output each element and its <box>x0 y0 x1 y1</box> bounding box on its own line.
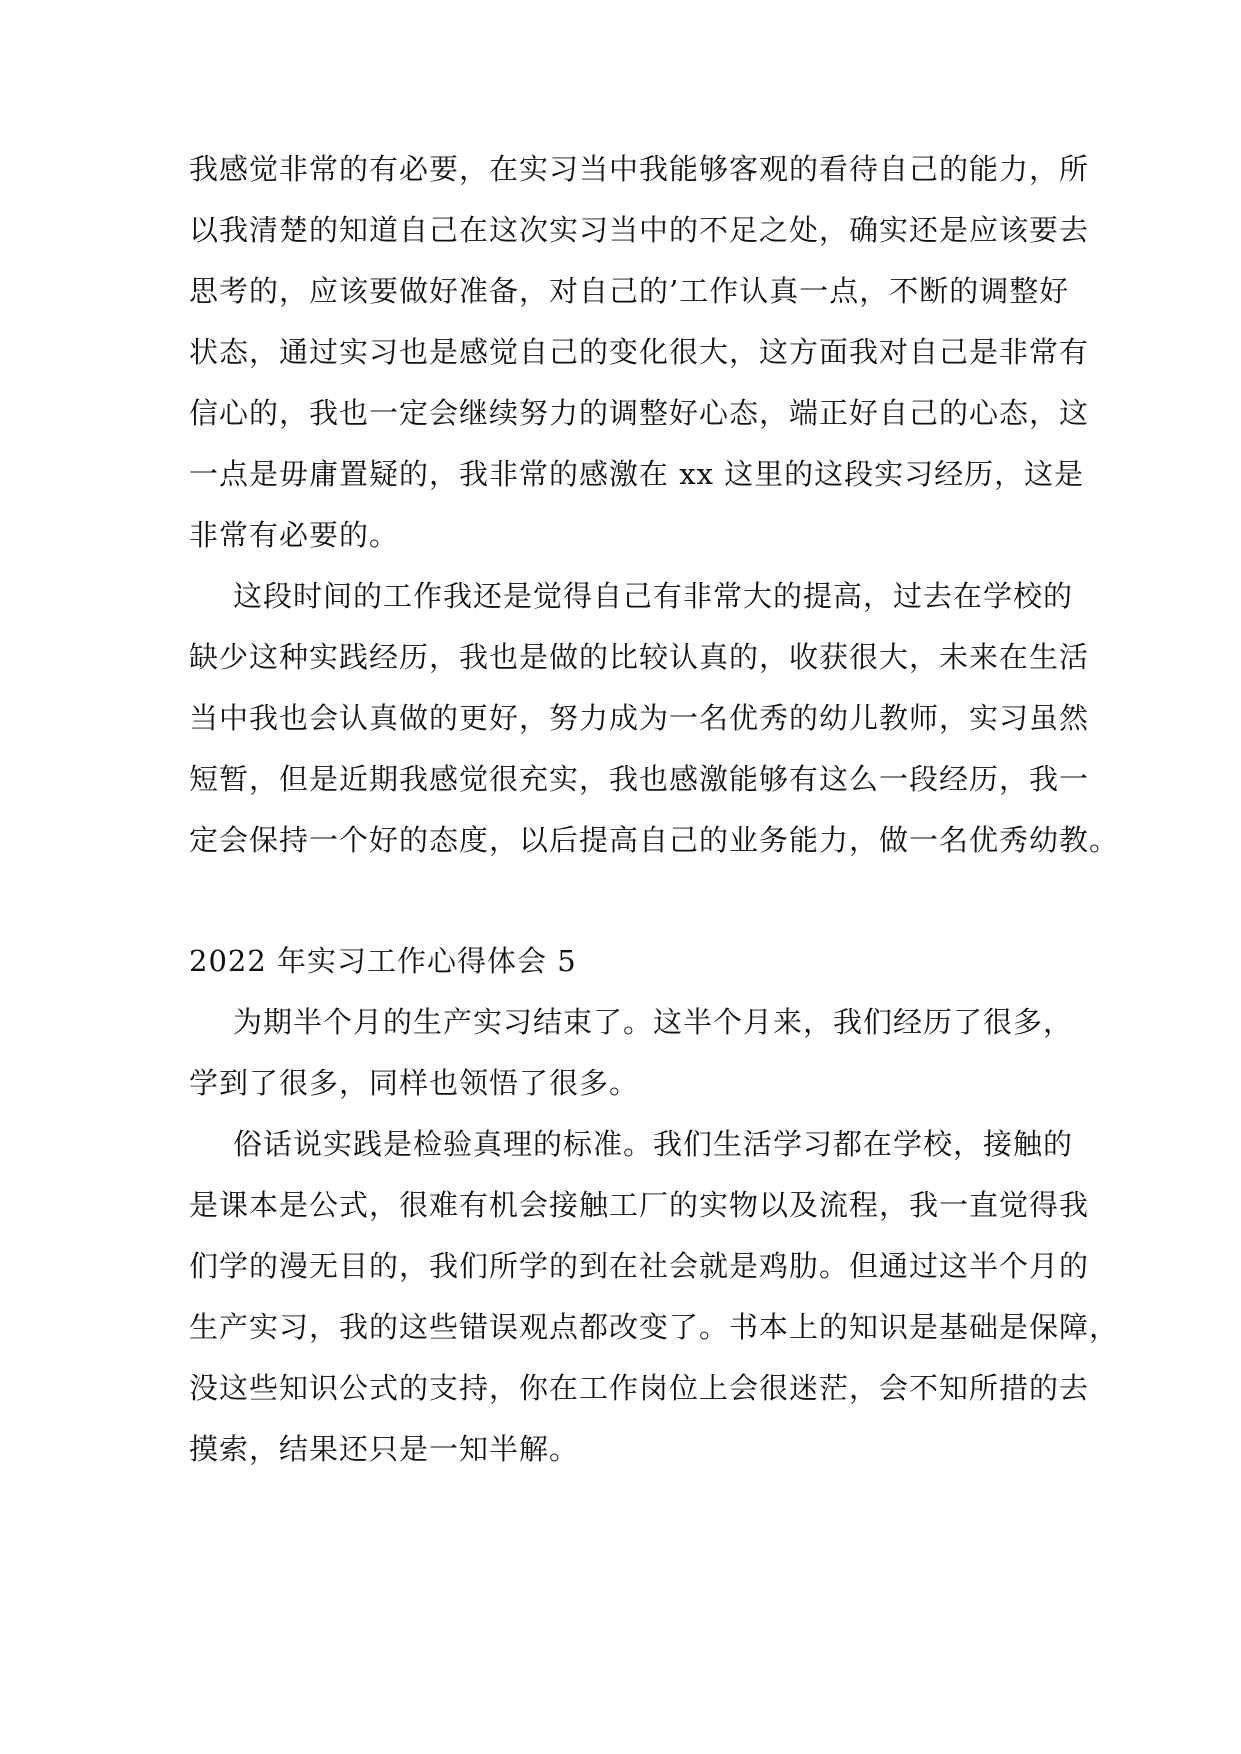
section-heading: 2022 年实习工作心得体会 5 <box>189 944 577 978</box>
paragraph-2-line-5: 定会保持一个好的态度，以后提高自己的业务能力，做一名优秀幼教。 <box>189 823 1120 857</box>
paragraph-2-line-4: 短暂，但是近期我感觉很充实，我也感激能够有这么一段经历，我一 <box>189 762 1090 796</box>
paragraph-1-line-2: 以我清楚的知道自己在这次实习当中的不足之处，确实还是应该要去 <box>189 213 1090 247</box>
paragraph-4-line-4: 生产实习，我的这些错误观点都改变了。书本上的知识是基础是保障， <box>189 1310 1120 1344</box>
paragraph-4-line-6: 摸索，结果还只是一知半解。 <box>189 1432 580 1466</box>
paragraph-4-line-1: 俗话说实践是检验真理的标准。我们生活学习都在学校，接触的 <box>233 1127 1074 1161</box>
paragraph-2-line-2: 缺少这种实践经历，我也是做的比较认真的，收获很大，未来在生活 <box>189 640 1090 674</box>
paragraph-4-line-3: 们学的漫无目的，我们所学的到在社会就是鸡肋。但通过这半个月的 <box>189 1249 1090 1283</box>
paragraph-2-line-3: 当中我也会认真做的更好，努力成为一名优秀的幼儿教师，实习虽然 <box>189 701 1090 735</box>
paragraph-4-line-5: 没这些知识公式的支持，你在工作岗位上会很迷茫，会不知所措的去 <box>189 1371 1090 1405</box>
paragraph-1-line-4: 状态，通过实习也是感觉自己的变化很大，这方面我对自己是非常有 <box>189 335 1090 369</box>
paragraph-2-line-1: 这段时间的工作我还是觉得自己有非常大的提高，过去在学校的 <box>233 579 1074 613</box>
paragraph-4-line-2: 是课本是公式，很难有机会接触工厂的实物以及流程，我一直觉得我 <box>189 1188 1090 1222</box>
paragraph-1-line-6: 一点是毋庸置疑的，我非常的感激在 xx 这里的这段实习经历，这是 <box>189 457 1085 491</box>
paragraph-3-line-1: 为期半个月的生产实习结束了。这半个月来，我们经历了很多， <box>233 1005 1074 1039</box>
paragraph-1-line-1: 我感觉非常的有必要，在实习当中我能够客观的看待自己的能力，所 <box>189 152 1090 186</box>
paragraph-1-line-3: 思考的，应该要做好准备，对自己的’工作认真一点，不断的调整好 <box>189 274 1070 308</box>
paragraph-3-line-2: 学到了很多，同样也领悟了很多。 <box>189 1066 640 1100</box>
paragraph-1-line-5: 信心的，我也一定会继续努力的调整好心态，端正好自己的心态，这 <box>189 396 1090 430</box>
paragraph-1-line-7: 非常有必要的。 <box>189 518 400 552</box>
